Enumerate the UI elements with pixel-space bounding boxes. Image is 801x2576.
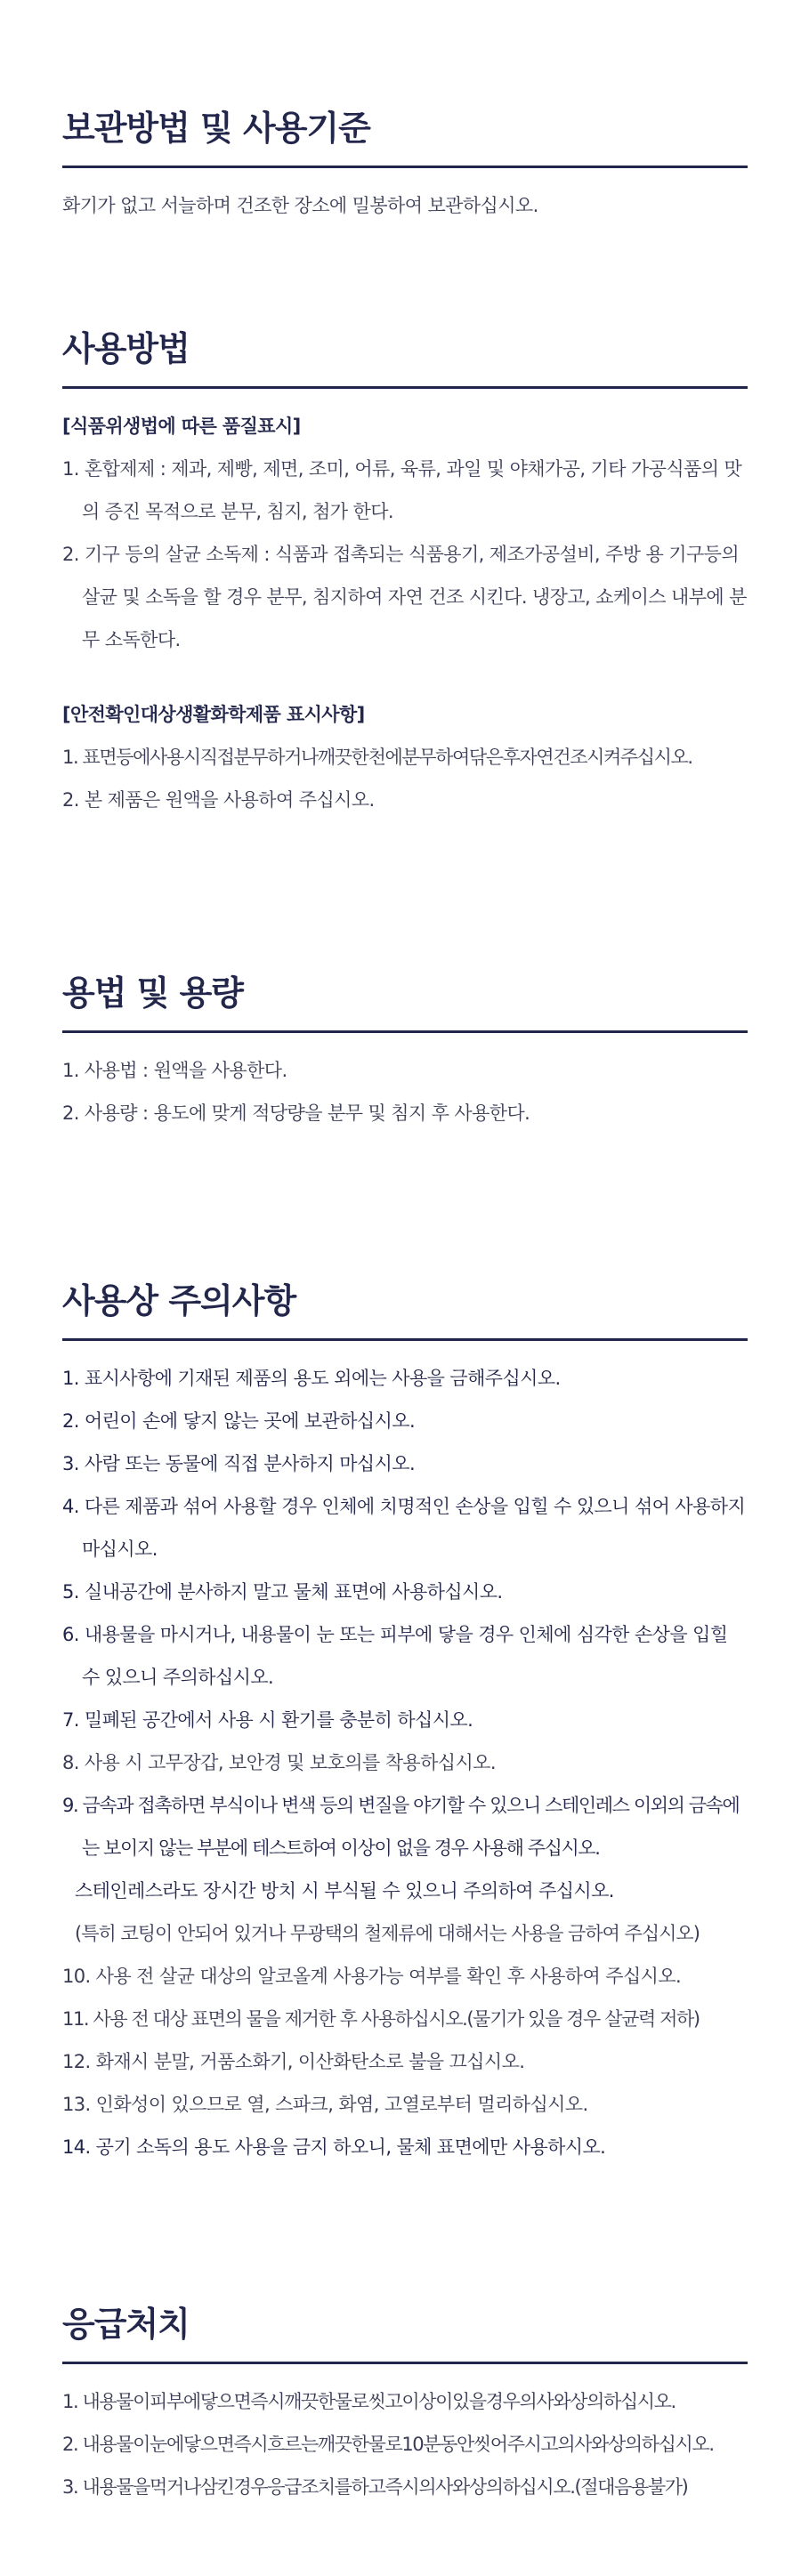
safety-label-heading: [안전확인대상생활화학제품 표시사항]: [62, 703, 365, 725]
list-item: 1. 혼합제제 : 제과, 제빵, 제면, 조미, 어류, 육류, 과일 및 야채가공, 기타 가공식품의 맛의 증진 목적으로 분무, 침지, 첨가 한다.: [62, 457, 742, 522]
list-item: 14. 공기 소독의 용도 사용을 금지 하오니, 물체 표면에만 사용하시오.: [62, 2136, 606, 2158]
list-item: 1. 사용법 : 원액을 사용한다.: [62, 1059, 287, 1081]
title-divider: [62, 166, 748, 168]
title-divider: [62, 2362, 748, 2364]
list-item: 8. 사용 시 고무장갑, 보안경 및 보호의를 착용하십시오.: [62, 1751, 496, 1773]
list-item: 12. 화재시 분말, 거품소화기, 이산화탄소로 불을 끄십시오.: [62, 2050, 525, 2072]
list-item: 1. 내용물이피부에닿으면즉시깨끗한물로씻고이상이있을경우의사와상의하십시오.: [62, 2390, 676, 2412]
list-item: 10. 사용 전 살균 대상의 알코올계 사용가능 여부를 확인 후 사용하여 주십시오.: [62, 1965, 682, 1987]
list-item: 2. 기구 등의 살균 소독제 : 식품과 접촉되는 식품용기, 제조가공설비, 주방 용 기구등의 살균 및 소독을 할 경우 분무, 침지하여 자연 건조 시킨다. 냉장고, 쇼케이스 내부에 분무 소독한다.: [62, 543, 747, 650]
list-item: 2. 어린이 손에 닿지 않는 곳에 보관하십시오.: [62, 1409, 416, 1432]
list-item-continuation: 스테인레스라도 장시간 방치 시 부식될 수 있으니 주의하여 주십시오.: [75, 1879, 614, 1902]
list-item: 13. 인화성이 있으므로 열, 스파크, 화염, 고열로부터 멀리하십시오.: [62, 2093, 588, 2115]
list-item: 2. 사용량 : 용도에 맞게 적당량을 분무 및 침지 후 사용한다.: [62, 1102, 530, 1124]
storage-text: 화기가 없고 서늘하며 건조한 장소에 밀봉하여 보관하십시오.: [62, 194, 538, 216]
title-divider: [62, 1338, 748, 1341]
list-item: 9. 금속과 접촉하면 부식이나 변색 등의 변질을 야기할 수 있으니 스테인레스 이외의 금속에는 보이지 않는 부분에 테스트하여 이상이 없을 경우 사용해 주십시오.: [62, 1794, 740, 1859]
first-aid-title: 응급처치: [62, 2305, 190, 2344]
food-quality-heading: [식품위생법에 따른 품질표시]: [62, 415, 301, 437]
title-divider: [62, 386, 748, 389]
list-item: 6. 내용물을 마시거나, 내용물이 눈 또는 피부에 닿을 경우 인체에 심각한 손상을 입힐 수 있으니 주의하십시오.: [62, 1623, 728, 1688]
list-item: 7. 밀폐된 공간에서 사용 시 환기를 충분히 하십시오.: [62, 1708, 473, 1731]
first-aid-section: [62, 2305, 748, 2508]
storage-section: [62, 109, 748, 227]
list-item: 1. 표시사항에 기재된 제품의 용도 외에는 사용을 금해주십시오.: [62, 1367, 561, 1389]
list-item: 4. 다른 제품과 섞어 사용할 경우 인체에 치명적인 손상을 입힐 수 있으니 섞어 사용하지 마십시오.: [62, 1495, 746, 1560]
usage-title: 사용방법: [62, 329, 190, 368]
list-item-continuation: (특히 코팅이 안되어 있거나 무광택의 철제류에 대해서는 사용을 금하여 주십시오): [75, 1922, 700, 1944]
list-item: 11. 사용 전 대상 표면의 물을 제거한 후 사용하십시오.(물기가 있을 경우 살균력 저하): [62, 2007, 700, 2030]
list-item: 1. 표면등에사용시직접분무하거나깨끗한천에분무하여닦은후자연건조시켜주십시오.: [62, 746, 692, 768]
cautions-title: 사용상 주의사항: [62, 1281, 296, 1320]
list-item: 2. 내용물이눈에닿으면즉시흐르는깨끗한물로10분동안씻어주시고의사와상의하십시오.: [62, 2433, 714, 2455]
list-item: 5. 실내공간에 분사하지 말고 물체 표면에 사용하십시오.: [62, 1580, 503, 1603]
list-item: 3. 내용물을먹거나삼킨경우응급조치를하고즉시의사와상의하십시오.(절대음용불가): [62, 2475, 688, 2498]
list-item: 3. 사람 또는 동물에 직접 분사하지 마십시오.: [62, 1452, 416, 1474]
dosage-title: 용법 및 용량: [62, 973, 243, 1013]
cautions-section: [62, 1281, 748, 2168]
usage-section: [62, 329, 748, 821]
dosage-section: [62, 973, 748, 1135]
list-item: 2. 본 제품은 원액을 사용하여 주십시오.: [62, 788, 375, 811]
title-divider: [62, 1030, 748, 1033]
storage-title: 보관방법 및 사용기준: [62, 109, 370, 148]
